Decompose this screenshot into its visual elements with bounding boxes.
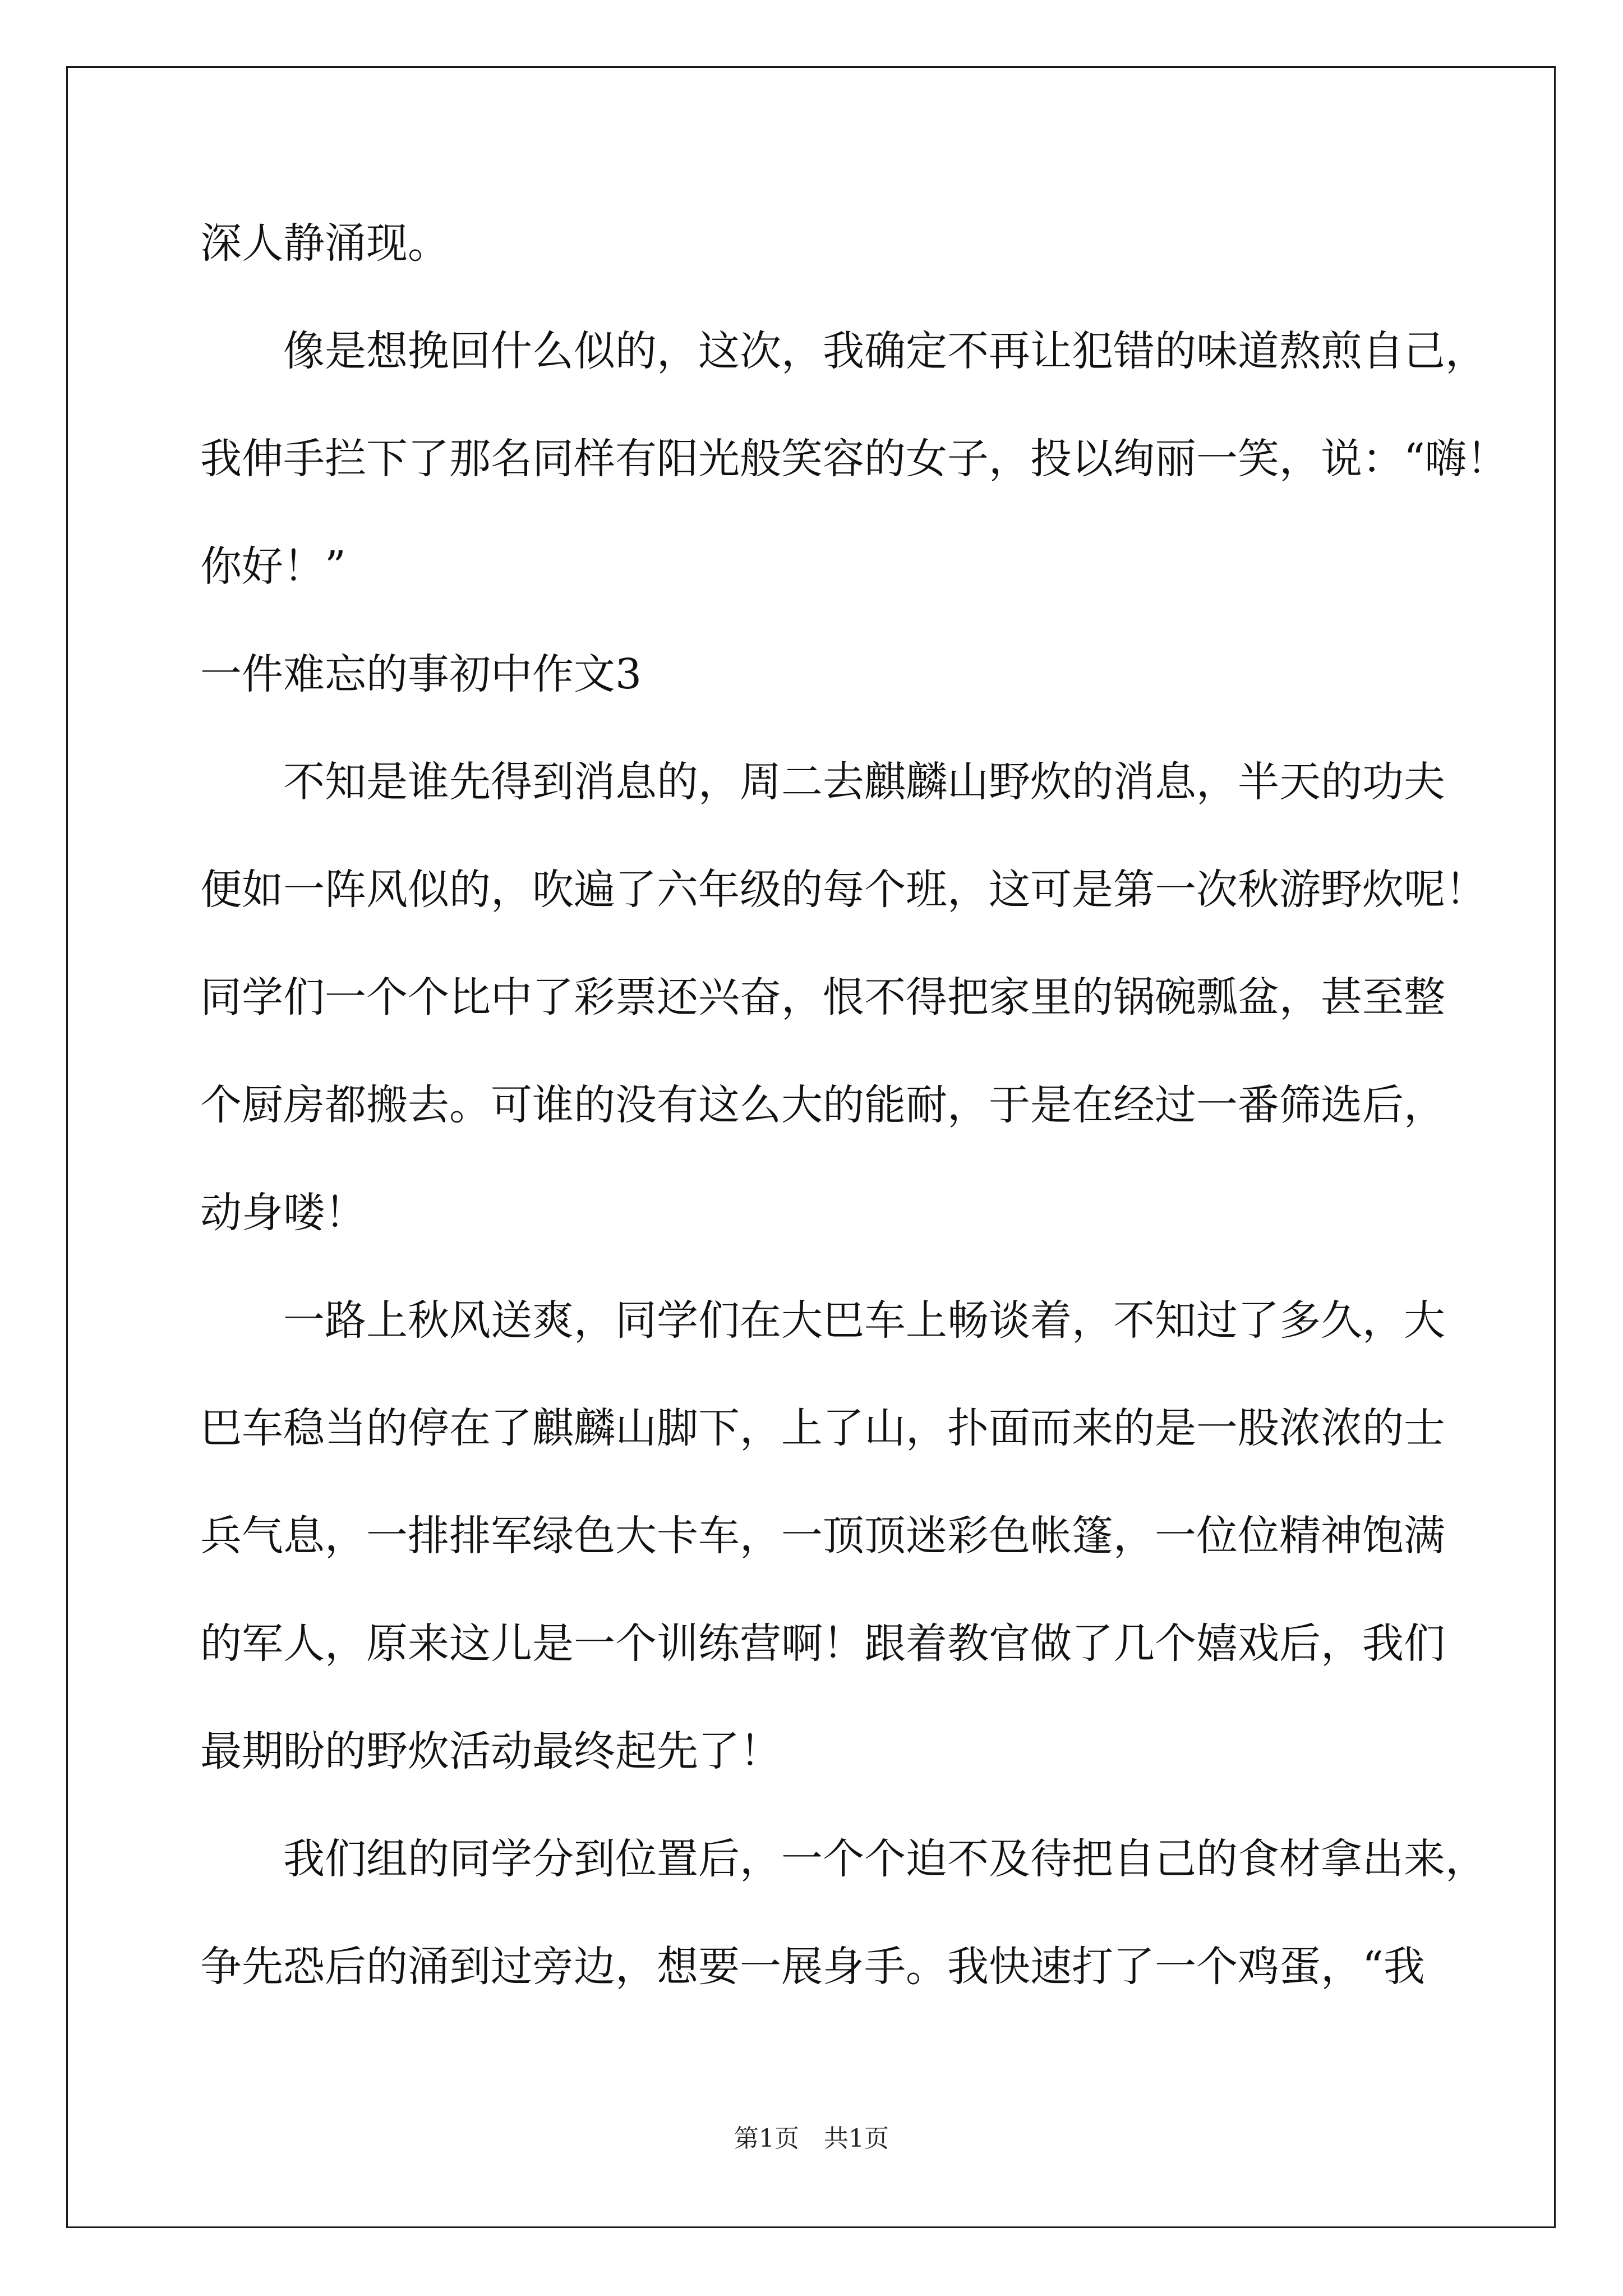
document-body xyxy=(200,190,1508,2021)
text-line: 个厨房都搬去。可谁的没有这么大的能耐，于是在经过一番筛选后， xyxy=(200,1081,1445,1129)
text-line: 你好！” xyxy=(200,542,346,591)
text-line: 我伸手拦下了那名同样有阳光般笑容的女子，投以绚丽一笑，说：“嗨！ xyxy=(200,435,1508,483)
text-line: 我们组的同学分到位置后，一个个迫不及待把自己的食材拿出来， xyxy=(283,1835,1487,1883)
text-line: 争先恐后的涌到过旁边，想要一展身手。我快速打了一个鸡蛋，“我 xyxy=(200,1943,1425,1991)
text-line: 兵气息，一排排军绿色大卡车，一顶顶迷彩色帐篷，一位位精神饱满 xyxy=(200,1512,1445,1560)
text-line: 同学们一个个比中了彩票还兴奋，恨不得把家里的锅碗瓢盆，甚至整 xyxy=(200,973,1445,1022)
page-footer xyxy=(0,2122,1623,2156)
text-line: 的军人，原来这儿是一个训练营啊！跟着教官做了几个嬉戏后，我们 xyxy=(200,1619,1445,1668)
text-line: 动身喽！ xyxy=(200,1189,366,1237)
text-line: 一路上秋风送爽，同学们在大巴车上畅谈着，不知过了多久，大 xyxy=(283,1296,1445,1345)
text-line: 深人静涌现。 xyxy=(200,219,449,268)
text-line: 最期盼的野炊活动最终起先了！ xyxy=(200,1727,781,1775)
text-line: 像是想挽回什么似的，这次，我确定不再让犯错的味道熬煎自己， xyxy=(283,327,1487,375)
section-heading: 一件难忘的事初中作文3 xyxy=(200,650,642,698)
text-line: 不知是谁先得到消息的，周二去麒麟山野炊的消息，半天的功夫 xyxy=(283,758,1445,806)
page-number: 第1页 xyxy=(734,2124,799,2153)
page-total: 共1页 xyxy=(824,2124,889,2153)
text-line: 便如一阵风似的，吹遍了六年级的每个班，这可是第一次秋游野炊呢！ xyxy=(200,866,1487,914)
text-line: 巴车稳当的停在了麒麟山脚下，上了山，扑面而来的是一股浓浓的士 xyxy=(200,1404,1445,1452)
